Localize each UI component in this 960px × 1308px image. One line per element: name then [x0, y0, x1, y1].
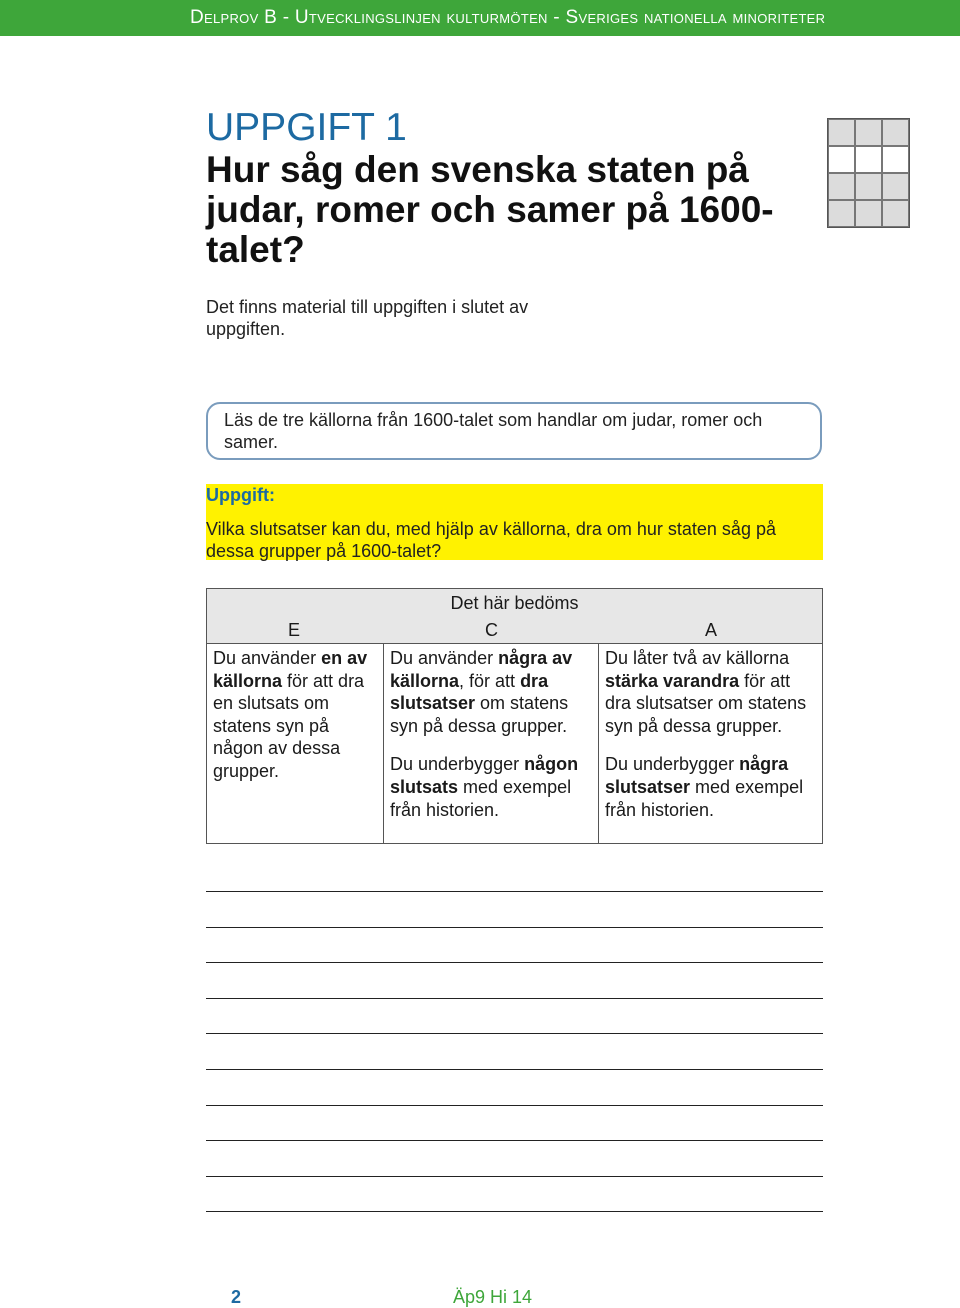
answer-line[interactable] [206, 1176, 823, 1177]
assignment-highlight [206, 484, 823, 560]
answer-line[interactable] [206, 1140, 823, 1141]
answer-line[interactable] [206, 1105, 823, 1106]
level-e-label: E [288, 620, 301, 640]
task-number: UPPGIFT 1 [206, 106, 407, 149]
criteria-a-text-2: Du underbygger några slutsatser med exempel från historien. [605, 754, 804, 820]
answer-line[interactable] [206, 1069, 823, 1070]
answer-line[interactable] [206, 998, 823, 999]
task-title: Hur såg den svenska staten på judar, romer och samer på 1600-talet? [206, 149, 774, 270]
page-header: Delprov B - Utvecklingslinjen kulturmöten - Sveriges nationella minoriteter [0, 0, 960, 36]
criteria-a [599, 643, 822, 843]
answer-line[interactable] [206, 1211, 823, 1212]
criteria-c [384, 643, 599, 843]
answer-line[interactable] [206, 927, 823, 928]
level-a-label: A [705, 620, 718, 640]
criteria-c-text-2: Du underbygger någon slutsats med exempel från historien. [390, 754, 579, 820]
criteria-e [207, 643, 384, 843]
assignment-label: Uppgift: [206, 485, 275, 505]
criteria-a-text-1: Du låter två av källorna stärka varandra för att dra slutsatser om statens syn på dessa grupper. [605, 648, 807, 736]
grading-header [207, 589, 822, 644]
document-code: Äp9 Hi 14 [453, 1287, 533, 1307]
criteria-e-text: Du använder en av källorna för att dra en slutsats om statens syn på någon av dessa grupper. [213, 648, 368, 781]
instruction-box: Läs de tre källorna från 1600-talet som handlar om judar, romer och samer. [206, 402, 822, 460]
grade-grid-icon [827, 118, 910, 228]
answer-line[interactable] [206, 962, 823, 963]
page-number: 2 [231, 1287, 242, 1307]
grading-title: Det här bedöms [450, 593, 579, 613]
answer-line[interactable] [206, 1033, 823, 1034]
assignment-question: Vilka slutsatser kan du, med hjälp av källorna, dra om hur staten såg på dessa grupper på 1600-talet? [206, 519, 776, 561]
answer-line[interactable] [206, 891, 823, 892]
material-note: Det finns material till uppgiften i slutet av uppgiften. [206, 297, 529, 339]
criteria-c-text-1: Du använder några av källorna, för att dra slutsatser om statens syn på dessa grupper. [390, 648, 573, 736]
level-c-label: C [485, 620, 498, 640]
grading-table [206, 588, 823, 844]
